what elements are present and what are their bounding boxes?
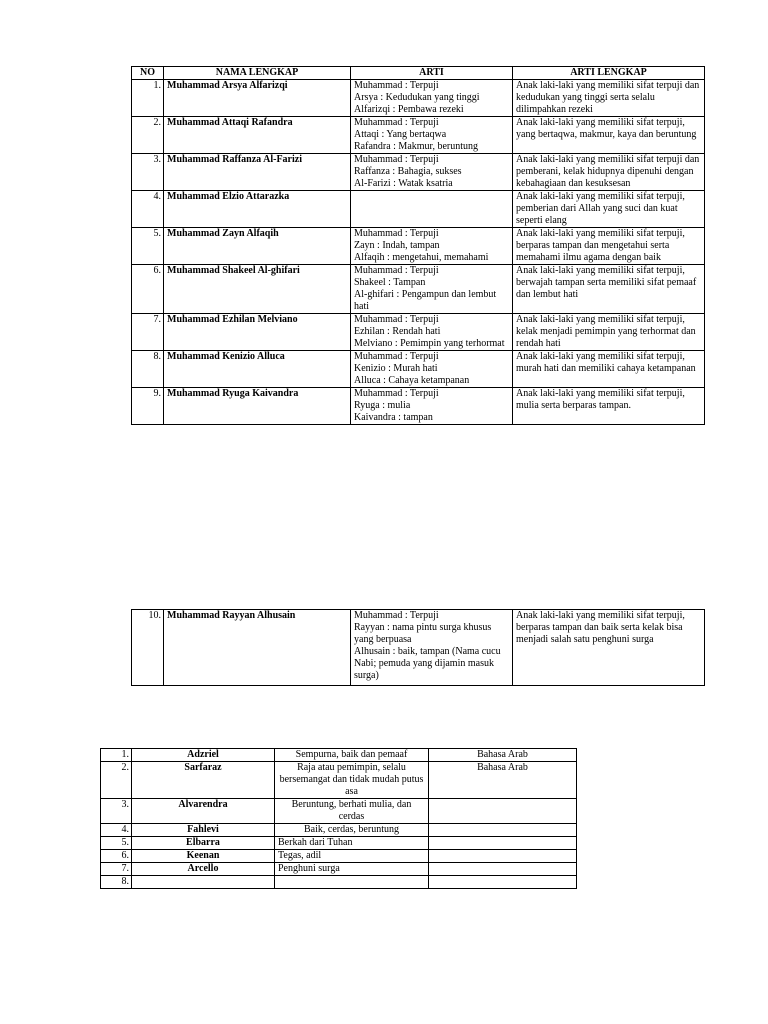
names-table-main: [131, 66, 705, 425]
table-row: [132, 191, 705, 228]
table-row: [101, 850, 577, 863]
name: Alvarendra: [132, 799, 275, 824]
name-origin: [429, 837, 577, 850]
table-row: [101, 799, 577, 824]
name-meaning: Penghuni surga: [275, 863, 429, 876]
name: Elbarra: [132, 837, 275, 850]
name-meaning: Tegas, adil: [275, 850, 429, 863]
table-row: [132, 228, 705, 265]
full-name: Muhammad Elzio Attarazka: [164, 191, 351, 228]
full-meaning: Anak laki-laki yang memiliki sifat terpuji, murah hati dan memiliki cahaya ketampanan: [513, 351, 705, 388]
table-row: [132, 314, 705, 351]
row-number: 3.: [132, 154, 164, 191]
full-meaning: Anak laki-laki yang memiliki sifat terpuji, pemberian dari Allah yang suci dan kuat seperti elang: [513, 191, 705, 228]
header-arti: ARTI: [351, 67, 513, 80]
name-meaning: Muhammad : Terpuji Rayyan : nama pintu surga khusus yang berpuasa Alhusain : baik, tampan (Nama cucu Nabi; pemuda yang dijamin masuk surga): [351, 610, 513, 686]
name-meaning: [351, 191, 513, 228]
table-row: [132, 154, 705, 191]
row-number: 5.: [101, 837, 132, 850]
table-row: [101, 876, 577, 889]
row-number: 1.: [132, 80, 164, 117]
table-row: [132, 351, 705, 388]
row-number: 7.: [132, 314, 164, 351]
table-row: [132, 117, 705, 154]
full-name: Muhammad Ezhilan Melviano: [164, 314, 351, 351]
full-name: Muhammad Zayn Alfaqih: [164, 228, 351, 265]
name: [132, 876, 275, 889]
name-meaning: Raja atau pemimpin, selalu bersemangat dan tidak mudah putus asa: [275, 762, 429, 799]
name-meaning: Muhammad : Terpuji Kenizio : Murah hati Alluca : Cahaya ketampanan: [351, 351, 513, 388]
full-meaning: Anak laki-laki yang memiliki sifat terpuji dan kedudukan yang tinggi serta selalu dilimpahkan rezeki: [513, 80, 705, 117]
table-row: [132, 610, 705, 686]
name-origin: Bahasa Arab: [429, 762, 577, 799]
full-meaning: Anak laki-laki yang memiliki sifat terpuji, berparas tampan dan mengetahui serta memahami ilmu agama dengan baik: [513, 228, 705, 265]
name-origin: Bahasa Arab: [429, 749, 577, 762]
name: Keenan: [132, 850, 275, 863]
name-meaning: Muhammad : Terpuji Ezhilan : Rendah hati Melviano : Pemimpin yang terhormat: [351, 314, 513, 351]
name-meaning: Muhammad : Terpuji Arsya : Kedudukan yang tinggi Alfarizqi : Pembawa rezeki: [351, 80, 513, 117]
row-number: 7.: [101, 863, 132, 876]
full-name: Muhammad Attaqi Rafandra: [164, 117, 351, 154]
table-row: [101, 837, 577, 850]
full-name: Muhammad Arsya Alfarizqi: [164, 80, 351, 117]
full-name: Muhammad Rayyan Alhusain: [164, 610, 351, 686]
header-arti-lengkap: ARTI LENGKAP: [513, 67, 705, 80]
name-meaning: Beruntung, berhati mulia, dan cerdas: [275, 799, 429, 824]
table-row: [101, 762, 577, 799]
full-meaning: Anak laki-laki yang memiliki sifat terpuji, yang bertaqwa, makmur, kaya dan beruntung: [513, 117, 705, 154]
full-name: Muhammad Kenizio Alluca: [164, 351, 351, 388]
row-number: 6.: [101, 850, 132, 863]
table-row: [132, 265, 705, 314]
full-meaning: Anak laki-laki yang memiliki sifat terpuji, berparas tampan dan baik serta kelak bisa menjadi salah satu penghuni surga: [513, 610, 705, 686]
table-row: [132, 80, 705, 117]
name-origin: [429, 876, 577, 889]
row-number: 4.: [101, 824, 132, 837]
row-number: 2.: [101, 762, 132, 799]
row-number: 4.: [132, 191, 164, 228]
row-number: 1.: [101, 749, 132, 762]
names-table-continued: [131, 609, 705, 686]
table-header-row: [132, 67, 705, 80]
name-meaning: Muhammad : Terpuji Zayn : Indah, tampan Alfaqih : mengetahui, memahami: [351, 228, 513, 265]
table-row: [101, 824, 577, 837]
full-meaning: Anak laki-laki yang memiliki sifat terpuji, mulia serta berparas tampan.: [513, 388, 705, 425]
row-number: 2.: [132, 117, 164, 154]
name: Arcello: [132, 863, 275, 876]
header-nama-lengkap: NAMA LENGKAP: [164, 67, 351, 80]
table-row: [101, 863, 577, 876]
short-names-table: [100, 748, 577, 889]
name-meaning: Muhammad : Terpuji Ryuga : mulia Kaivandra : tampan: [351, 388, 513, 425]
name-meaning: Baik, cerdas, beruntung: [275, 824, 429, 837]
table-row: [132, 388, 705, 425]
name: Sarfaraz: [132, 762, 275, 799]
full-name: Muhammad Raffanza Al-Farizi: [164, 154, 351, 191]
name-meaning: [275, 876, 429, 889]
row-number: 10.: [132, 610, 164, 686]
name-origin: [429, 799, 577, 824]
full-meaning: Anak laki-laki yang memiliki sifat terpuji dan pemberani, kelak hidupnya dipenuhi dengan kebahagiaan dan kesuksesan: [513, 154, 705, 191]
name: Fahlevi: [132, 824, 275, 837]
name-origin: [429, 863, 577, 876]
full-meaning: Anak laki-laki yang memiliki sifat terpuji, kelak menjadi pemimpin yang terhormat dan rendah hati: [513, 314, 705, 351]
name-meaning: Muhammad : Terpuji Attaqi : Yang bertaqwa Rafandra : Makmur, beruntung: [351, 117, 513, 154]
row-number: 8.: [101, 876, 132, 889]
name-origin: [429, 824, 577, 837]
row-number: 9.: [132, 388, 164, 425]
name-meaning: Muhammad : Terpuji Shakeel : Tampan Al-ghifari : Pengampun dan lembut hati: [351, 265, 513, 314]
row-number: 5.: [132, 228, 164, 265]
row-number: 8.: [132, 351, 164, 388]
row-number: 3.: [101, 799, 132, 824]
name-meaning: Berkah dari Tuhan: [275, 837, 429, 850]
row-number: 6.: [132, 265, 164, 314]
name-meaning: Muhammad : Terpuji Raffanza : Bahagia, sukses Al-Farizi : Watak ksatria: [351, 154, 513, 191]
full-name: Muhammad Shakeel Al-ghifari: [164, 265, 351, 314]
name-origin: [429, 850, 577, 863]
full-meaning: Anak laki-laki yang memiliki sifat terpuji, berwajah tampan serta memiliki sifat pemaaf dan lembut hati: [513, 265, 705, 314]
name-meaning: Sempurna, baik dan pemaaf: [275, 749, 429, 762]
full-name: Muhammad Ryuga Kaivandra: [164, 388, 351, 425]
name: Adzriel: [132, 749, 275, 762]
header-no: NO: [132, 67, 164, 80]
table-row: [101, 749, 577, 762]
